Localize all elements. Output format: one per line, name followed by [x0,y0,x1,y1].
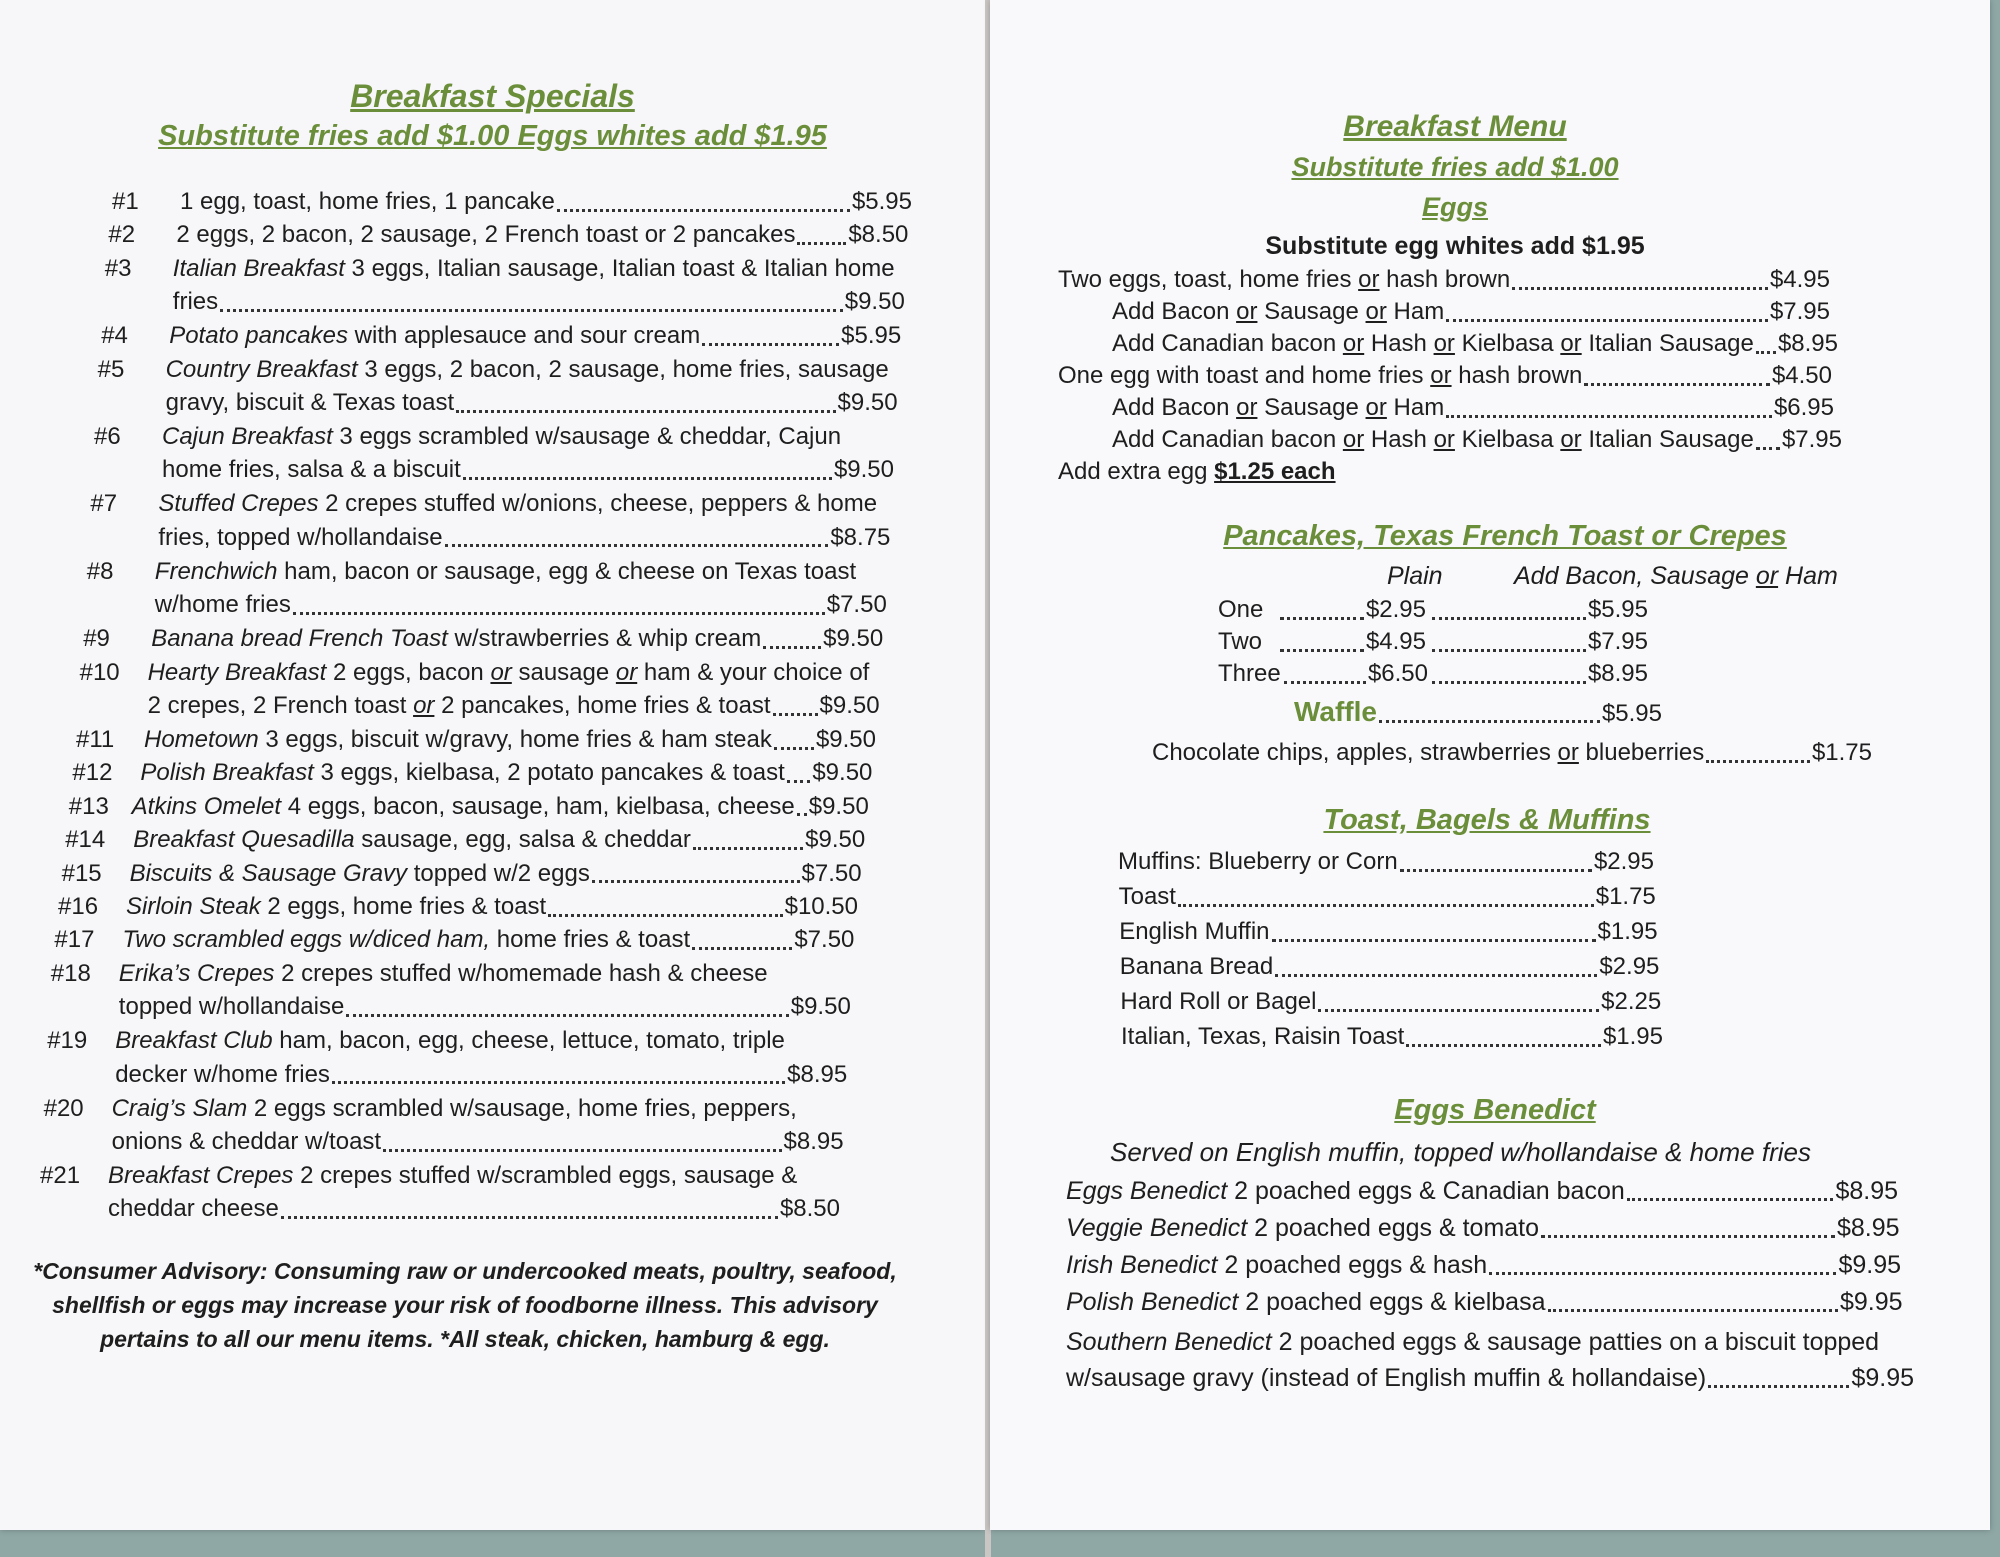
leader-dots [1284,681,1366,684]
leader-dots [1548,1309,1838,1312]
special-description [180,186,555,218]
special-description [148,657,870,689]
special-description [119,958,768,990]
toast-row [1120,951,1660,983]
special-description [144,724,772,756]
toast-price: $2.95 [1593,848,1654,875]
special-row-cont [108,1193,840,1225]
special-name: Italian Breakfast [172,254,345,282]
special-price: $8.95 [783,1128,844,1155]
egg-whites-note: Substitute egg whites add $1.95 [1265,232,1645,260]
special-description [130,858,590,890]
leader-dots [281,1216,778,1219]
special-number: #20 [43,1094,84,1122]
special-detail: 3 eggs, kielbasa, 2 potato pancakes & toast [313,759,785,787]
special-detail: sausage, egg, salsa & cheddar [354,826,691,854]
toast-title: Toast, Bagels & Muffins [1323,804,1651,836]
special-row-cont [173,286,905,318]
leader-dots [692,947,792,950]
special-number: #4 [101,322,128,350]
pancake-plain-row [1278,594,1426,626]
pancake-plain-price: $6.50 [1367,660,1428,687]
special-price: $9.50 [837,389,898,416]
special-row [94,421,894,453]
special-name: Frenchwich [154,557,278,585]
benedict-row [1066,1212,1900,1244]
special-price: $9.50 [833,456,894,484]
special-row [80,657,880,689]
special-detail: 3 eggs, Italian sausage, Italian toast & Italian home [344,254,895,282]
special-description [112,1093,797,1125]
special-row-cont [115,1059,847,1091]
extra-egg-price: $1.25 each [1214,458,1336,485]
special-price: $9.50 [790,993,851,1021]
benedict-price: $8.95 [1836,1214,1900,1242]
special-row [69,791,869,823]
leader-dots [1432,649,1586,652]
benedict-name: Veggie Benedict [1066,1214,1248,1242]
special-row [105,253,905,285]
special-number: #11 [76,726,115,753]
toast-description: Hard Roll or Bagel [1120,988,1317,1015]
special-detail-cont: decker w/home fries [115,1060,330,1088]
leader-dots [787,780,811,783]
toppings-price: $1.75 [1811,739,1872,766]
leader-dots [220,309,843,312]
special-row [112,186,912,218]
toast-price: $1.75 [1595,883,1656,910]
special-detail-cont: gravy, biscuit & Texas toast [165,389,455,416]
leader-dots [1512,287,1768,290]
toast-row [1120,986,1661,1018]
toast-description: Banana Bread [1119,953,1274,980]
special-detail-cont: fries [172,288,219,316]
special-name: Stuffed Crepes [158,490,319,518]
leader-dots [1280,617,1364,620]
special-row [58,891,858,923]
pancake-plain-row [1282,658,1428,690]
special-description [155,556,856,588]
leader-dots [797,813,807,816]
egg-description: Add Bacon or Sausage or Ham [1112,394,1445,421]
southern-benedict-line1 [1066,1326,1879,1358]
leader-dots [1318,1009,1599,1012]
southern-benedict-desc2: w/sausage gravy (instead of English muffin & hollandaise) [1066,1364,1707,1392]
leader-dots [445,544,829,547]
special-description [169,320,700,352]
special-row [47,1025,847,1057]
benedict-price: $9.95 [1838,1251,1901,1279]
special-row [72,757,872,789]
special-name: Breakfast Quesadilla [133,826,355,854]
egg-price: $4.50 [1771,362,1832,389]
special-detail-cont: topped w/hollandaise [118,993,345,1021]
special-name: Erika’s Crepes [118,959,275,987]
special-detail: 2 crepes stuffed w/homemade hash & cheese [274,959,768,987]
special-price: $9.50 [812,759,873,787]
special-price: $9.50 [815,726,876,753]
special-description [132,791,795,823]
special-number: #14 [65,826,106,854]
benedict-description [1066,1175,1625,1207]
special-number: #7 [90,490,118,518]
special-row [54,924,854,956]
special-price: $5.95 [841,322,902,350]
special-name: Hometown [144,726,259,753]
special-name: Polish Breakfast [140,759,314,787]
special-number: #17 [54,926,95,954]
egg-row [1112,392,1834,424]
special-row [65,824,865,856]
special-row-cont [162,454,894,486]
leader-dots [1406,1044,1601,1047]
toast-price: $1.95 [1602,1023,1663,1050]
advisory-line: shellfish or eggs may increase your risk of foodborne illness. This advisory [52,1292,878,1318]
leader-dots [1627,1198,1834,1201]
special-name: Banana bread French Toast [151,625,448,653]
specials-subtitle: Substitute fries add $1.00 Eggs whites add $1.95 [158,120,827,152]
leader-dots [592,880,800,883]
special-number: #2 [108,221,136,249]
special-row [98,354,898,386]
benedict-price: $9.95 [1839,1288,1903,1316]
special-price: $10.50 [784,893,858,920]
pancake-add-price: $8.95 [1587,660,1648,687]
special-row [51,958,851,990]
special-price: $8.50 [779,1195,840,1223]
leader-dots [1178,904,1594,907]
pancake-plain-price: $4.95 [1365,628,1426,655]
special-number: #6 [94,423,121,450]
southern-benedict-desc: 2 poached eggs & sausage patties on a biscuit topped [1271,1328,1880,1356]
special-description [108,1160,797,1192]
special-price: $8.50 [848,221,909,249]
special-row [76,724,876,756]
pancake-header-add: Add Bacon, Sausage or Ham [1514,562,1838,590]
special-price: $9.50 [819,692,880,719]
pancake-add-row [1430,658,1648,690]
eggs-title: Eggs [1421,192,1488,222]
toast-row [1118,846,1654,878]
benedict-description [1066,1286,1546,1318]
leader-dots [1379,720,1600,723]
special-name: Cajun Breakfast [162,423,333,450]
egg-price: $7.95 [1769,298,1830,325]
benedict-name: Irish Benedict [1066,1251,1218,1279]
special-detail: 1 egg, toast, home fries, 1 pancake [180,188,555,215]
special-price: $8.95 [787,1060,848,1088]
leader-dots [332,1081,785,1084]
special-detail: ham, bacon or sausage, egg & cheese on Texas toast [277,557,857,585]
benedict-served-note: Served on English muffin, topped w/hollandaise & home fries [1110,1137,1811,1167]
leader-dots [557,209,850,212]
special-detail-cont: 2 crepes, 2 French toast or 2 pancakes, home fries & toast [147,692,771,719]
special-row-cont [148,690,880,722]
egg-description: Add Canadian bacon or Hash or Kielbasa or Italian Sausage [1112,330,1754,357]
special-row [101,320,901,352]
special-detail: w/strawberries & whip cream [447,625,762,653]
special-number: #16 [58,893,99,920]
benedict-detail: 2 poached eggs & kielbasa [1238,1288,1546,1316]
special-name: Breakfast Crepes [108,1162,294,1189]
leader-dots [1446,319,1768,322]
extra-egg-line [1058,456,1336,488]
leader-dots [1400,869,1592,872]
pancake-plain-row [1278,626,1426,658]
special-detail: 4 eggs, bacon, sausage, ham, kielbasa, cheese [281,792,795,820]
special-price: $7.50 [826,591,887,619]
special-detail: 2 crepes stuffed w/scrambled eggs, sausage & [293,1162,798,1189]
leader-dots [693,847,803,850]
pancake-add-row [1430,594,1648,626]
toppings-text: Chocolate chips, apples, strawberries or blueberries [1152,739,1705,766]
special-row [83,623,883,655]
special-row-cont [119,991,851,1023]
special-detail: 2 eggs scrambled w/sausage, home fries, peppers, [247,1094,797,1122]
special-number: #18 [50,959,91,987]
pancakes-title: Pancakes, Texas French Toast or Crepes [1223,520,1787,552]
special-detail: topped w/2 eggs [407,859,590,887]
menu-title: Breakfast Menu [1343,110,1567,143]
special-price: $9.50 [844,288,905,316]
toppings-row [1152,737,1872,769]
left-menu-page [0,0,985,1530]
benedict-price: $8.95 [1835,1177,1898,1205]
special-detail: with applesauce and sour cream [347,322,701,350]
pancake-row-label: Three [1218,660,1281,687]
benedict-title: Eggs Benedict [1394,1094,1596,1126]
egg-description: Two eggs, toast, home fries or hash brown [1058,266,1511,293]
leader-dots [1275,974,1597,977]
leader-dots [1756,447,1780,450]
leader-dots [548,914,782,917]
special-detail-cont: cheddar cheese [108,1195,279,1223]
leader-dots [1446,415,1772,418]
leader-dots [1708,1385,1849,1388]
leader-dots [1432,617,1586,620]
advisory-line: pertains to all our menu items. *All steak, chicken, hamburg & egg. [100,1326,830,1352]
special-name: Craig’s Slam [111,1094,248,1122]
leader-dots [773,713,818,716]
special-detail: 2 crepes stuffed w/onions, cheese, peppers & home [318,490,878,518]
special-detail: 2 eggs, home fries & toast [260,893,547,920]
leader-dots [1541,1235,1835,1238]
special-row [40,1160,840,1192]
special-row-cont [155,589,887,621]
benedict-row [1066,1286,1903,1318]
benedict-name: Eggs Benedict [1066,1177,1228,1205]
benedict-detail: 2 poached eggs & Canadian bacon [1227,1177,1625,1205]
special-description [140,757,784,789]
egg-description: Add Bacon or Sausage or Ham [1112,298,1445,325]
leader-dots [1489,1272,1836,1275]
leader-dots [702,343,839,346]
menu-subtitle: Substitute fries add $1.00 [1291,152,1619,182]
special-detail-cont: onions & cheddar w/toast [111,1128,382,1155]
toast-row [1121,1021,1663,1053]
special-row-cont [112,1126,844,1158]
special-name: Atkins Omelet [131,792,282,820]
leader-dots [1584,383,1770,386]
special-description [133,824,691,856]
egg-price: $8.95 [1777,330,1838,357]
leader-dots [463,477,832,480]
leader-dots [346,1014,788,1017]
special-detail: 2 eggs, 2 bacon, 2 sausage, 2 French toast or 2 pancakes [176,221,796,249]
special-name: Sirloin Steak [126,893,261,920]
leader-dots [383,1149,781,1152]
leader-dots [763,646,821,649]
toast-description: Muffins: Blueberry or Corn [1118,848,1398,875]
toast-price: $2.25 [1601,988,1662,1015]
special-price: $5.95 [851,188,912,215]
special-detail: home fries & toast [490,926,691,954]
special-name: Hearty Breakfast [147,658,327,686]
leader-dots [1706,760,1810,763]
special-detail-cont: w/home fries [154,591,291,619]
special-description [151,623,761,655]
southern-benedict-name: Southern Benedict [1066,1328,1272,1356]
special-number: #21 [40,1162,81,1189]
special-detail: ham, bacon, egg, cheese, lettuce, tomato, triple [272,1027,785,1055]
toast-row [1119,881,1656,913]
special-description [166,354,889,386]
waffle-label: Waffle [1294,696,1377,727]
toast-description: Italian, Texas, Raisin Toast [1121,1023,1405,1050]
toast-row [1119,916,1657,948]
leader-dots [774,747,814,750]
special-number: #19 [47,1027,88,1055]
advisory-line: *Consumer Advisory: Consuming raw or undercooked meats, poultry, seafood, [33,1258,897,1284]
special-price: $8.75 [830,523,891,551]
special-detail: 3 eggs, biscuit w/gravy, home fries & ham steak [258,726,772,753]
pancake-add-price: $5.95 [1587,596,1648,623]
special-row [87,556,887,588]
special-name: Biscuits & Sausage Gravy [129,859,408,887]
southern-benedict-line2 [1066,1362,1914,1394]
special-detail: 3 eggs, 2 bacon, 2 sausage, home fries, sausage [357,355,889,383]
special-number: #3 [104,254,132,282]
egg-row [1112,328,1838,360]
pancake-add-price: $7.95 [1587,628,1648,655]
special-detail: 2 eggs, bacon or sausage or ham & your choice of [326,658,870,686]
special-row [90,488,890,520]
egg-row [1112,424,1842,456]
special-name: Country Breakfast [165,355,358,383]
leader-dots [1280,649,1364,652]
toast-price: $2.95 [1599,953,1660,980]
special-row [62,858,862,890]
waffle-price: $5.95 [1601,700,1662,727]
extra-egg-label: Add extra egg [1058,458,1208,485]
special-description [158,488,877,520]
special-price: $7.50 [794,926,855,954]
leader-dots [1432,681,1586,684]
leader-dots [456,410,835,413]
special-price: $9.50 [805,826,866,854]
benedict-row [1066,1249,1901,1281]
special-description [115,1025,785,1057]
pancake-add-row [1430,626,1648,658]
egg-price: $6.95 [1773,394,1834,421]
special-detail-cont: fries, topped w/hollandaise [158,523,443,551]
southern-benedict-price: $9.95 [1851,1364,1914,1392]
special-row-cont [158,522,890,554]
pancake-plain-price: $2.95 [1365,596,1426,623]
special-number: #13 [68,792,109,820]
special-number: #15 [61,859,102,887]
special-name: Potato pancakes [169,322,348,350]
egg-price: $7.95 [1781,426,1842,453]
right-menu-page [990,0,1990,1530]
special-row [44,1093,844,1125]
special-row-cont [166,387,898,419]
egg-row [1112,296,1830,328]
special-number: #12 [72,759,113,787]
specials-title: Breakfast Specials [350,78,635,114]
leader-dots [293,612,825,615]
benedict-description [1066,1212,1539,1244]
special-number: #5 [97,355,125,383]
toast-price: $1.95 [1597,918,1658,945]
benedict-name: Polish Benedict [1066,1288,1239,1316]
benedict-row [1066,1175,1898,1207]
egg-row [1058,360,1832,392]
benedict-detail: 2 poached eggs & tomato [1247,1214,1540,1242]
leader-dots [1272,939,1596,942]
benedict-detail: 2 poached eggs & hash [1217,1251,1488,1279]
egg-description: Add Canadian bacon or Hash or Kielbasa or Italian Sausage [1112,426,1754,453]
special-description [173,253,895,285]
special-description [162,421,841,453]
benedict-description [1066,1249,1487,1281]
special-name: Breakfast Club [115,1027,273,1055]
special-description [176,219,795,251]
egg-description: One egg with toast and home fries or hash brown [1058,362,1583,389]
special-price: $7.50 [801,859,862,887]
special-price: $9.50 [823,625,884,653]
special-number: #1 [112,188,139,215]
special-row [108,219,908,251]
pancake-header-plain: Plain [1387,562,1443,590]
special-name: Two scrambled eggs w/diced ham, [122,926,491,954]
pancake-row-label: One [1218,596,1264,623]
special-price: $9.50 [808,792,869,820]
leader-dots [797,242,846,245]
special-detail-cont: home fries, salsa & a biscuit [162,456,461,484]
special-detail: 3 eggs scrambled w/sausage & cheddar, Cajun [332,423,842,450]
special-number: #9 [83,625,110,653]
special-number: #8 [86,557,114,585]
special-number: #10 [79,658,120,686]
egg-price: $4.95 [1769,266,1830,293]
leader-dots [1756,351,1776,354]
toast-description: English Muffin [1119,918,1270,945]
special-description [126,891,546,923]
special-description [122,924,690,956]
egg-row [1058,264,1830,296]
toast-description: Toast [1118,883,1176,910]
waffle-row [1294,696,1662,730]
pancake-row-label: Two [1218,628,1263,655]
